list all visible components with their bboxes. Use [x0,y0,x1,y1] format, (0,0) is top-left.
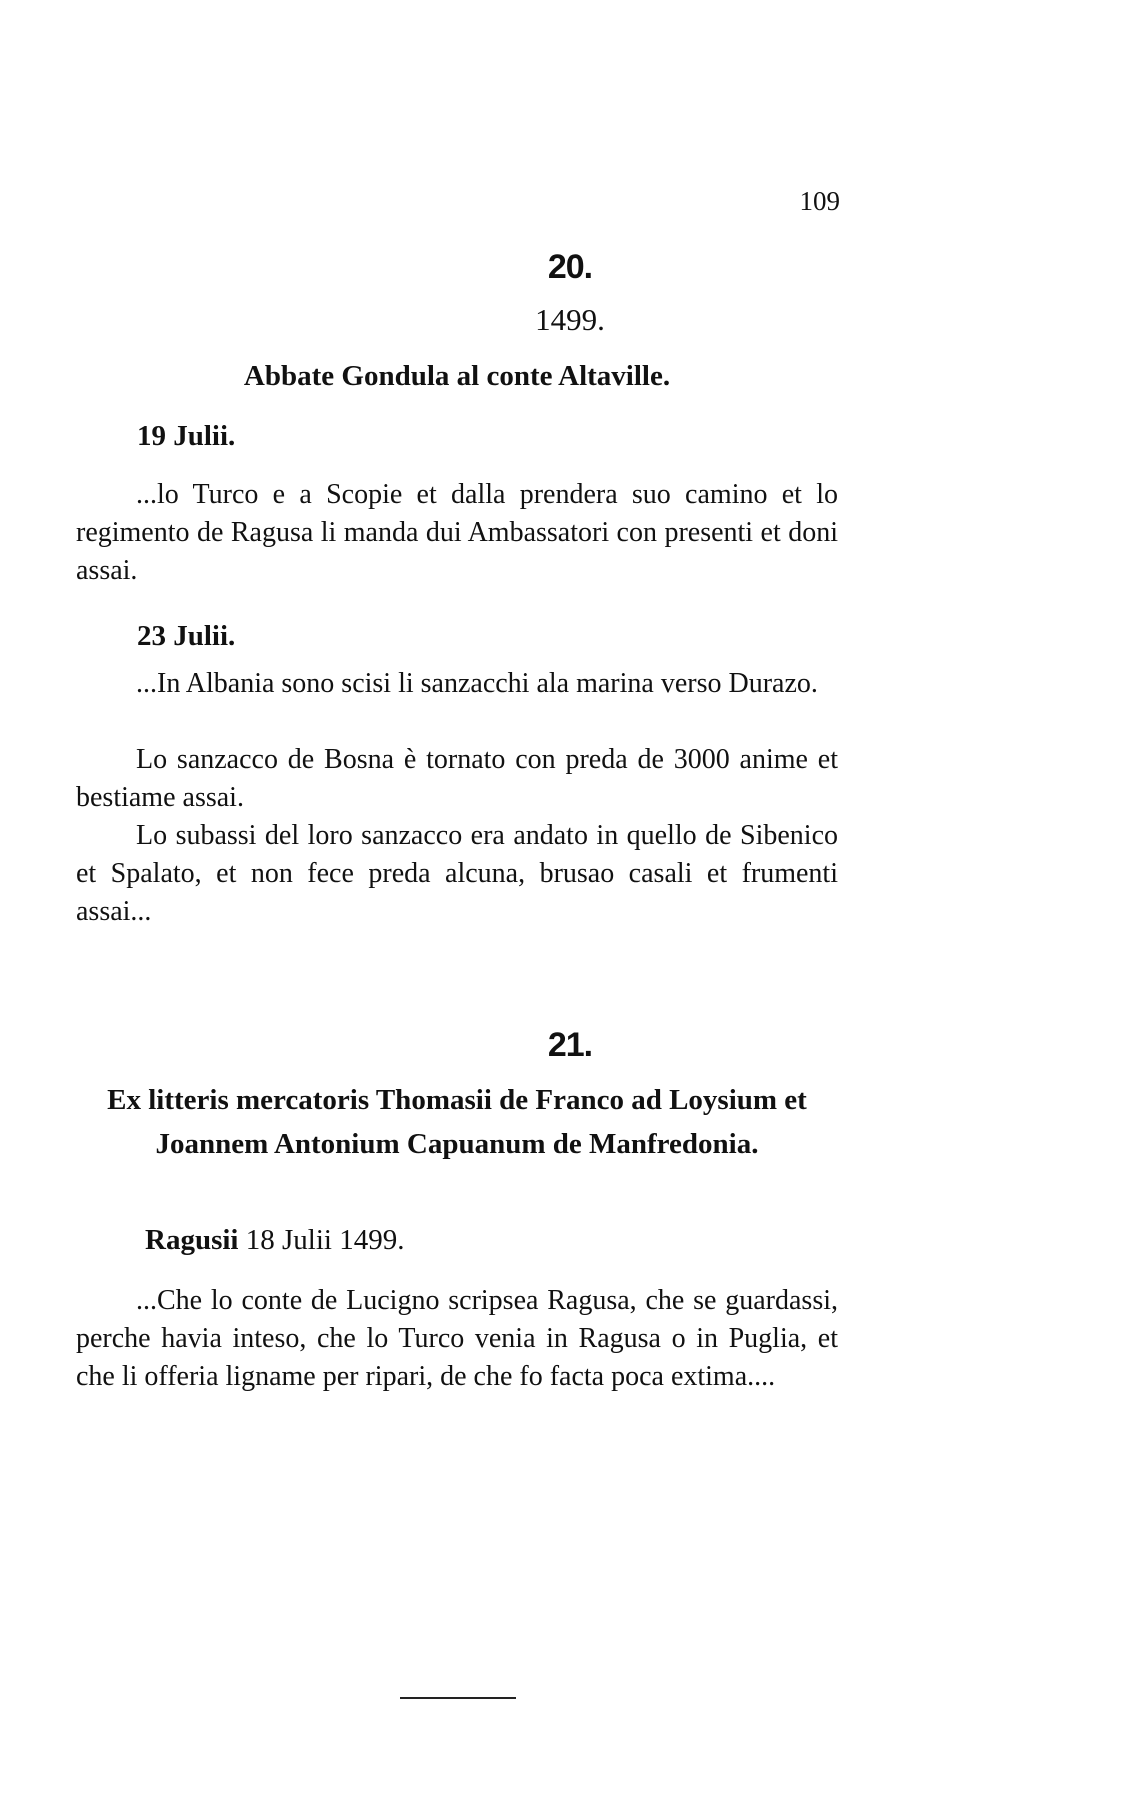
paragraph-bosna [76,741,838,817]
document-21-date [145,1224,404,1257]
date-place: Ragusii [145,1224,239,1256]
page-number: 109 [799,186,840,216]
paragraph-albania [76,665,838,703]
document-20-number: 20. [547,248,593,286]
paragraph-text: ...lo Turco e a Scopie et dalla prendera suo camino et lo regimento de Ragusa li manda dui Ambassatori con presenti et doni assai. [76,479,838,586]
paragraph-text: Lo sanzacco de Bosna è tornato con preda de 3000 anime et bestiame assai. [76,744,838,813]
entry-date-19-julii [137,420,235,453]
document-20-title: Abbate Gondula al conte Altaville. [243,360,671,392]
document-21-number: 21. [547,1026,593,1064]
entry-date-text: 19 Julii. [137,420,236,452]
paragraph-text: ...Che lo conte de Lucigno scripsea Ragusa, che se guardassi, perche havia inteso, che lo Turco venia in Ragusa o in Puglia, et che li offeria ligname per ripari, de che fo facta poca extima.... [76,1285,838,1392]
entry-date-23-julii [137,620,235,653]
paragraph-text: Lo subassi del loro sanzacco era andato in quello de Sibenico et Spalato, et non fece preda alcuna, brusao casali et frumenti assai... [76,820,838,927]
paragraph-19-julii [76,476,838,590]
document-20-year: 1499. [535,302,605,337]
date-text: 18 Julii 1499. [245,1224,405,1256]
end-rule [400,1697,516,1699]
entry-date-text: 23 Julii. [137,620,236,652]
document-21-title: Ex litteris mercatoris Thomasii de Franco ad Loysium et Joannem Antonium Capuanum de Manfredonia. [107,1084,807,1160]
paragraph-subassi [76,817,838,931]
paragraph-lucigno [76,1282,838,1396]
paragraph-text: ...In Albania sono scisi li sanzacchi ala marina verso Durazo. [136,668,818,699]
